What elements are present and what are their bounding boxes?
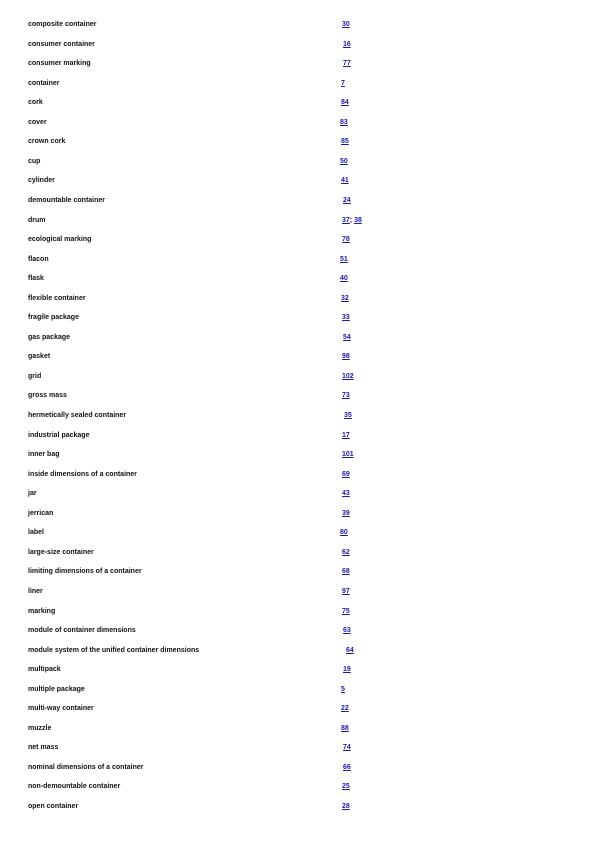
page-reference-link[interactable]: 37 bbox=[342, 216, 350, 224]
index-references bbox=[340, 157, 348, 167]
index-term: inside dimensions of a container bbox=[28, 470, 137, 478]
index-entry bbox=[0, 528, 595, 542]
page-reference-link[interactable]: 40 bbox=[340, 275, 348, 283]
index-entry bbox=[0, 743, 595, 757]
index-references bbox=[342, 372, 354, 382]
page-reference-link[interactable]: 66 bbox=[343, 763, 351, 771]
index-references bbox=[341, 724, 349, 734]
index-term: multipack bbox=[28, 666, 61, 674]
index-references bbox=[343, 196, 351, 206]
index-term: liner bbox=[28, 587, 43, 595]
index-entry bbox=[0, 724, 595, 738]
index-term: ecological marking bbox=[28, 236, 92, 244]
index-entry bbox=[0, 391, 595, 405]
index-references bbox=[342, 587, 350, 597]
page-reference-link[interactable]: 35 bbox=[344, 412, 352, 419]
index-term: large-size container bbox=[28, 548, 94, 556]
index-references bbox=[343, 333, 351, 343]
index-references bbox=[342, 470, 350, 480]
page-reference-link[interactable]: 97 bbox=[342, 587, 350, 595]
page-reference-link[interactable]: 33 bbox=[342, 314, 350, 322]
index-term: muzzle bbox=[28, 724, 52, 732]
page-reference-link[interactable]: 83 bbox=[340, 118, 348, 126]
page-reference-link[interactable]: 5 bbox=[341, 685, 345, 693]
index-references bbox=[344, 411, 352, 421]
index-entry bbox=[0, 509, 595, 523]
index-entry bbox=[0, 646, 595, 660]
index-term: limiting dimensions of a container bbox=[28, 568, 142, 576]
page-reference-link[interactable]: 84 bbox=[341, 99, 349, 107]
index-references bbox=[340, 118, 348, 128]
index-term: label bbox=[28, 529, 44, 537]
index-entry bbox=[0, 567, 595, 581]
index-references bbox=[342, 802, 350, 812]
index-references bbox=[343, 626, 351, 636]
page-reference-link[interactable]: 75 bbox=[342, 607, 350, 615]
index-term: flacon bbox=[28, 255, 49, 263]
index-term: drum bbox=[28, 216, 46, 224]
index-entry bbox=[0, 333, 595, 347]
page-reference-link[interactable]: 16 bbox=[343, 40, 351, 48]
page-reference-link[interactable]: 62 bbox=[342, 548, 350, 556]
index-entry bbox=[0, 450, 595, 464]
page-reference-link[interactable]: 17 bbox=[342, 431, 350, 439]
index-term: gasket bbox=[28, 353, 51, 361]
page-reference-link[interactable]: 32 bbox=[341, 294, 349, 302]
index-term: marking bbox=[28, 607, 56, 615]
index-references bbox=[342, 567, 350, 577]
index-references bbox=[341, 685, 345, 695]
index-references bbox=[342, 431, 350, 441]
index-term: jar bbox=[28, 490, 37, 498]
index-entry bbox=[0, 411, 595, 425]
index-references bbox=[340, 274, 348, 284]
index-entry bbox=[0, 802, 595, 816]
page-reference-link[interactable]: 102 bbox=[342, 372, 354, 380]
index-references bbox=[342, 235, 350, 245]
index-references bbox=[342, 509, 350, 519]
index-term: module of container dimensions bbox=[28, 627, 136, 635]
index-entry bbox=[0, 274, 595, 288]
index-references bbox=[342, 391, 350, 401]
index-references bbox=[341, 98, 349, 108]
index-references bbox=[341, 137, 349, 147]
page-reference-link[interactable]: 41 bbox=[341, 177, 349, 185]
page-reference-link[interactable]: 28 bbox=[342, 803, 350, 810]
index-term: hermetically sealed container bbox=[28, 412, 127, 419]
index-references bbox=[346, 646, 354, 656]
page-reference-link[interactable]: 7 bbox=[341, 79, 345, 87]
index-references bbox=[343, 40, 351, 50]
index-term: multiple package bbox=[28, 685, 85, 693]
index-term: consumer container bbox=[28, 40, 95, 48]
index-entry bbox=[0, 431, 595, 445]
index-entry bbox=[0, 763, 595, 777]
page-reference-link[interactable]: 19 bbox=[343, 666, 351, 674]
index-references bbox=[342, 20, 350, 30]
index-term: net mass bbox=[28, 744, 59, 752]
page-reference-link[interactable]: 39 bbox=[342, 509, 350, 517]
index-references bbox=[340, 528, 348, 538]
index-entry bbox=[0, 255, 595, 269]
index-term: nominal dimensions of a container bbox=[28, 763, 144, 771]
index-entry bbox=[0, 607, 595, 621]
page-reference-link[interactable]: 101 bbox=[342, 451, 354, 459]
page-reference-link[interactable]: 64 bbox=[346, 646, 354, 654]
index-references bbox=[342, 782, 350, 792]
index-term: non-demountable container bbox=[28, 783, 121, 791]
index-entry bbox=[0, 489, 595, 503]
index-term: consumer marking bbox=[28, 60, 91, 68]
index-entry bbox=[0, 587, 595, 601]
index-references bbox=[343, 743, 351, 753]
page-reference-link[interactable]: 74 bbox=[343, 744, 351, 752]
index-references bbox=[342, 352, 350, 362]
index-entry bbox=[0, 196, 595, 210]
index-entry bbox=[0, 79, 595, 93]
index-term: grid bbox=[28, 372, 42, 380]
index-term: inner bag bbox=[28, 451, 60, 459]
index-term: composite container bbox=[28, 21, 97, 28]
index-entry bbox=[0, 137, 595, 151]
page-reference-link[interactable]: 43 bbox=[342, 490, 350, 498]
index-entry bbox=[0, 176, 595, 190]
index-term: jerrican bbox=[28, 509, 54, 517]
index-entry bbox=[0, 216, 595, 230]
page-reference-link[interactable]: 73 bbox=[342, 392, 350, 400]
index-references bbox=[341, 704, 349, 714]
page-reference-link[interactable]: 88 bbox=[341, 724, 349, 732]
page-reference-link[interactable]: 69 bbox=[342, 470, 350, 478]
index-entry bbox=[0, 665, 595, 679]
page-reference-link[interactable]: 80 bbox=[340, 529, 348, 537]
page-reference-link[interactable]: 25 bbox=[342, 783, 350, 791]
index-entry bbox=[0, 548, 595, 562]
index-references bbox=[341, 79, 345, 89]
index-entry bbox=[0, 294, 595, 308]
index-references bbox=[342, 450, 354, 460]
page-reference-link[interactable]: 51 bbox=[340, 255, 348, 263]
index-entry bbox=[0, 59, 595, 73]
index-term: cup bbox=[28, 157, 41, 165]
index-references bbox=[341, 294, 349, 304]
index-term: flask bbox=[28, 275, 44, 283]
index-term: gas package bbox=[28, 333, 71, 341]
page-reference-link[interactable]: 98 bbox=[342, 353, 350, 361]
index-entry bbox=[0, 313, 595, 327]
page-reference-link[interactable]: 24 bbox=[343, 196, 351, 204]
index-term: crown cork bbox=[28, 138, 66, 146]
index-entry bbox=[0, 235, 595, 249]
index-term: flexible container bbox=[28, 294, 86, 302]
index-term: cylinder bbox=[28, 177, 55, 185]
page-reference-link[interactable]: 54 bbox=[343, 333, 351, 341]
reference-separator: ; bbox=[349, 216, 355, 224]
index-entry bbox=[0, 685, 595, 699]
page-reference-link[interactable]: 68 bbox=[342, 568, 350, 576]
index-references bbox=[341, 176, 349, 186]
page-reference-link[interactable]: 78 bbox=[342, 236, 350, 244]
index-entry bbox=[0, 352, 595, 366]
index-entry bbox=[0, 40, 595, 54]
page-reference-link[interactable]: 63 bbox=[343, 627, 351, 635]
page-reference-link[interactable]: 77 bbox=[343, 60, 351, 68]
index-references bbox=[342, 216, 362, 226]
index-references bbox=[343, 59, 351, 69]
index-entry bbox=[0, 372, 595, 386]
index-references bbox=[343, 763, 351, 773]
index-references bbox=[340, 255, 348, 265]
index-entry bbox=[0, 782, 595, 796]
index-references bbox=[342, 548, 350, 558]
index-entry bbox=[0, 626, 595, 640]
index-term: cork bbox=[28, 99, 43, 107]
index-term: cover bbox=[28, 118, 47, 126]
page-reference-link[interactable]: 85 bbox=[341, 138, 349, 146]
page-reference-link[interactable]: 38 bbox=[354, 216, 362, 224]
index-term: container bbox=[28, 79, 60, 87]
index-references bbox=[342, 489, 350, 499]
index-references bbox=[342, 607, 350, 617]
page-reference-link[interactable]: 22 bbox=[341, 705, 349, 713]
index-entry bbox=[0, 157, 595, 171]
index-entry bbox=[0, 704, 595, 718]
index-references bbox=[343, 665, 351, 675]
index-term: module system of the unified container dimensions bbox=[28, 646, 200, 654]
index-term: demountable container bbox=[28, 196, 106, 204]
page-reference-link[interactable]: 30 bbox=[342, 21, 350, 28]
index-term: gross mass bbox=[28, 392, 67, 400]
index-entry bbox=[0, 98, 595, 112]
index-entry bbox=[0, 20, 595, 34]
page-reference-link[interactable]: 50 bbox=[340, 157, 348, 165]
index-entry bbox=[0, 470, 595, 484]
index-term: fragile package bbox=[28, 314, 79, 322]
index-term: open container bbox=[28, 803, 79, 810]
index-term: industrial package bbox=[28, 431, 90, 439]
index-entry bbox=[0, 118, 595, 132]
index-term: multi-way container bbox=[28, 705, 94, 713]
index-references bbox=[342, 313, 350, 323]
